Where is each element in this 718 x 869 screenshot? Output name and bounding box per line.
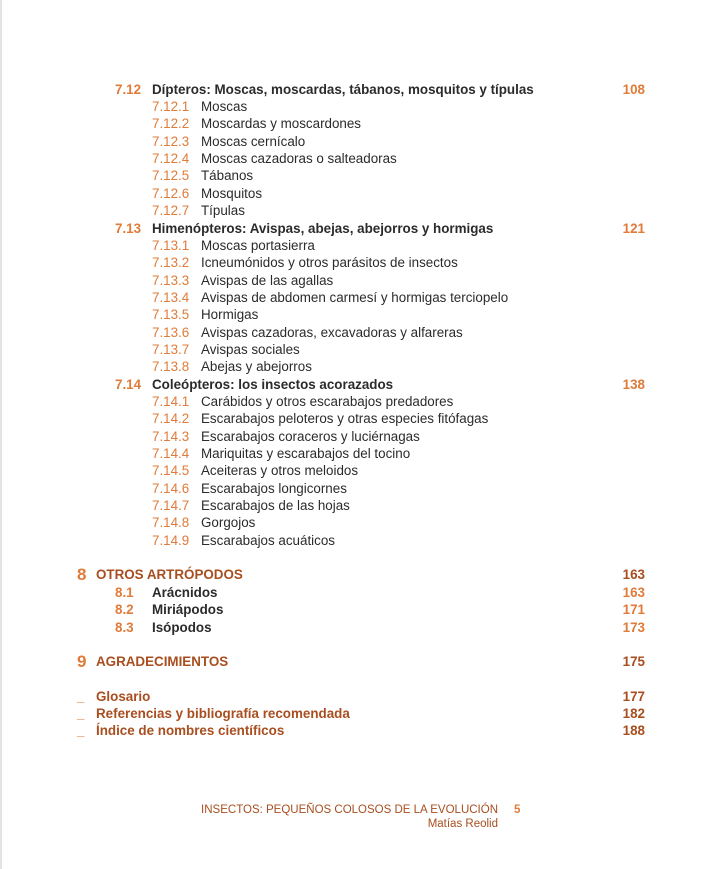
subsection-title: Carábidos y otros escarabajos predadores — [201, 394, 454, 409]
toc-entry-7-13-7[interactable] — [0, 341, 718, 359]
subsection-title: Hormigas — [201, 307, 259, 322]
toc-entry-referencias[interactable] — [0, 705, 718, 723]
subsection-number: 7.12.3 — [152, 134, 190, 149]
toc-entry-7-12-3[interactable] — [0, 133, 718, 151]
subsection-number: 7.12.1 — [152, 99, 190, 114]
section-title: Arácnidos — [152, 585, 218, 600]
subsection-number: 7.12.2 — [152, 116, 190, 131]
subsection-number: 7.14.8 — [152, 515, 190, 530]
section-number: 8.1 — [115, 585, 134, 600]
subsection-title: Moscas cernícalo — [201, 134, 306, 149]
subsection-title: Tábanos — [201, 168, 254, 183]
section-number: 8.2 — [115, 602, 134, 617]
toc-entry-7-14-4[interactable] — [0, 445, 718, 463]
entry-title: Índice de nombres científicos — [96, 723, 285, 738]
chapter-number: 8 — [77, 565, 87, 584]
toc-entry-7-13-8[interactable] — [0, 358, 718, 376]
footer-book-title: INSECTOS: PEQUEÑOS COLOSOS DE LA EVOLUCIÓN — [201, 804, 498, 816]
subsection-number: 7.13.7 — [152, 342, 190, 357]
toc-entry-7-12-6[interactable] — [0, 185, 718, 203]
subsection-number: 7.14.6 — [152, 481, 190, 496]
page-number: 177 — [622, 689, 645, 704]
page-number: 138 — [622, 377, 645, 392]
subsection-title: Avispas sociales — [201, 342, 300, 357]
entry-title: Referencias y bibliografía recomendada — [96, 706, 350, 721]
subsection-number: 7.13.5 — [152, 307, 190, 322]
toc-entry-7-13-2[interactable] — [0, 254, 718, 272]
subsection-number: 7.14.2 — [152, 411, 190, 426]
subsection-number: 7.12.6 — [152, 186, 190, 201]
page-number: 108 — [622, 82, 645, 97]
page-number: 171 — [622, 602, 645, 617]
toc-entry-7-13-5[interactable] — [0, 306, 718, 324]
subsection-title: Escarabajos acuáticos — [201, 533, 335, 548]
toc-entry-7-14-2[interactable] — [0, 410, 718, 428]
subsection-title: Típulas — [201, 203, 245, 218]
toc-entry-7-12-2[interactable] — [0, 115, 718, 133]
toc-entry-8-1[interactable] — [0, 584, 718, 602]
toc-entry-7-13-4[interactable] — [0, 289, 718, 307]
section-number: 7.14 — [115, 377, 142, 392]
subsection-number: 7.14.7 — [152, 498, 190, 513]
toc-entry-7-12[interactable] — [0, 81, 718, 99]
subsection-title: Escarabajos de las hojas — [201, 498, 350, 513]
subsection-number: 7.13.8 — [152, 359, 190, 374]
subsection-number: 7.12.4 — [152, 151, 190, 166]
chapter-number: 9 — [77, 652, 87, 671]
toc-entry-8-3[interactable] — [0, 619, 718, 637]
toc-entry-7-14-3[interactable] — [0, 428, 718, 446]
subsection-title: Abejas y abejorros — [201, 359, 312, 374]
toc-entry-7-14-6[interactable] — [0, 480, 718, 498]
toc-entry-7-12-1[interactable] — [0, 98, 718, 116]
subsection-number: 7.14.5 — [152, 463, 190, 478]
toc-entry-7-12-5[interactable] — [0, 167, 718, 185]
section-number: 8.3 — [115, 620, 134, 635]
subsection-number: 7.14.9 — [152, 533, 190, 548]
toc-entry-7-12-4[interactable] — [0, 150, 718, 168]
page-number: 175 — [622, 654, 645, 669]
section-title: Himenópteros: Avispas, abejas, abejorros y hormigas — [152, 221, 494, 236]
subsection-title: Escarabajos longicornes — [201, 481, 347, 496]
page-number: 121 — [622, 221, 645, 236]
section-title: Miriápodos — [152, 602, 224, 617]
subsection-title: Moscardas y moscardones — [201, 116, 362, 131]
toc-entry-7-13-6[interactable] — [0, 324, 718, 342]
toc-entry-7-14-7[interactable] — [0, 497, 718, 515]
subsection-title: Escarabajos peloteros y otras especies fitófagas — [201, 411, 489, 426]
subsection-title: Icneumónidos y otros parásitos de insectos — [201, 255, 458, 270]
subsection-title: Aceiteras y otros meloidos — [201, 463, 359, 478]
toc-chapter-9[interactable] — [0, 653, 718, 671]
toc-entry-7-14[interactable] — [0, 376, 718, 394]
toc-entry-8-2[interactable] — [0, 601, 718, 619]
toc-chapter-8[interactable] — [0, 566, 718, 584]
subsection-number: 7.14.4 — [152, 446, 190, 461]
toc-entry-7-13[interactable] — [0, 220, 718, 238]
section-title: Dípteros: Moscas, moscardas, tábanos, mosquitos y típulas — [152, 82, 534, 97]
footer-author: Matías Reolid — [427, 818, 498, 830]
subsection-title: Avispas cazadoras, excavadoras y alfareras — [201, 325, 463, 340]
toc-entry-indice[interactable] — [0, 722, 718, 740]
toc-entry-7-14-5[interactable] — [0, 462, 718, 480]
subsection-number: 7.13.6 — [152, 325, 190, 340]
chapter-title: AGRADECIMIENTOS — [96, 654, 229, 669]
subsection-title: Mosquitos — [201, 186, 263, 201]
page-number: 182 — [622, 706, 645, 721]
chapter-title: OTROS ARTRÓPODOS — [96, 567, 243, 582]
entry-marker: _ — [77, 706, 85, 721]
subsection-title: Gorgojos — [201, 515, 256, 530]
subsection-number: 7.12.7 — [152, 203, 190, 218]
section-number: 7.13 — [115, 221, 142, 236]
subsection-title: Mariquitas y escarabajos del tocino — [201, 446, 411, 461]
entry-marker: _ — [77, 689, 85, 704]
entry-title: Glosario — [96, 689, 151, 704]
toc-entry-7-14-8[interactable] — [0, 514, 718, 532]
subsection-title: Avispas de las agallas — [201, 273, 334, 288]
toc-entry-7-13-1[interactable] — [0, 237, 718, 255]
toc-entry-7-14-1[interactable] — [0, 393, 718, 411]
section-number: 7.12 — [115, 82, 142, 97]
page-number: 163 — [622, 567, 645, 582]
page-number: 188 — [622, 723, 645, 738]
subsection-title: Avispas de abdomen carmesí y hormigas terciopelo — [201, 290, 509, 305]
subsection-number: 7.14.3 — [152, 429, 190, 444]
toc-entry-7-14-9[interactable] — [0, 532, 718, 550]
subsection-number: 7.13.1 — [152, 238, 190, 253]
toc-entry-glosario[interactable] — [0, 688, 718, 706]
subsection-title: Moscas cazadoras o salteadoras — [201, 151, 397, 166]
toc-entry-7-12-7[interactable] — [0, 202, 718, 220]
section-title: Isópodos — [152, 620, 212, 635]
subsection-number: 7.13.2 — [152, 255, 190, 270]
subsection-number: 7.12.5 — [152, 168, 190, 183]
entry-marker: _ — [77, 723, 85, 738]
subsection-number: 7.13.3 — [152, 273, 190, 288]
subsection-number: 7.13.4 — [152, 290, 190, 305]
subsection-title: Moscas portasierra — [201, 238, 315, 253]
toc-entry-7-13-3[interactable] — [0, 272, 718, 290]
section-title: Coleópteros: los insectos acorazados — [152, 377, 394, 392]
subsection-number: 7.14.1 — [152, 394, 190, 409]
page-number: 173 — [622, 620, 645, 635]
subsection-title: Escarabajos coraceros y luciérnagas — [201, 429, 420, 444]
subsection-title: Moscas — [201, 99, 248, 114]
page-number: 163 — [622, 585, 645, 600]
footer-page-number: 5 — [514, 804, 521, 816]
